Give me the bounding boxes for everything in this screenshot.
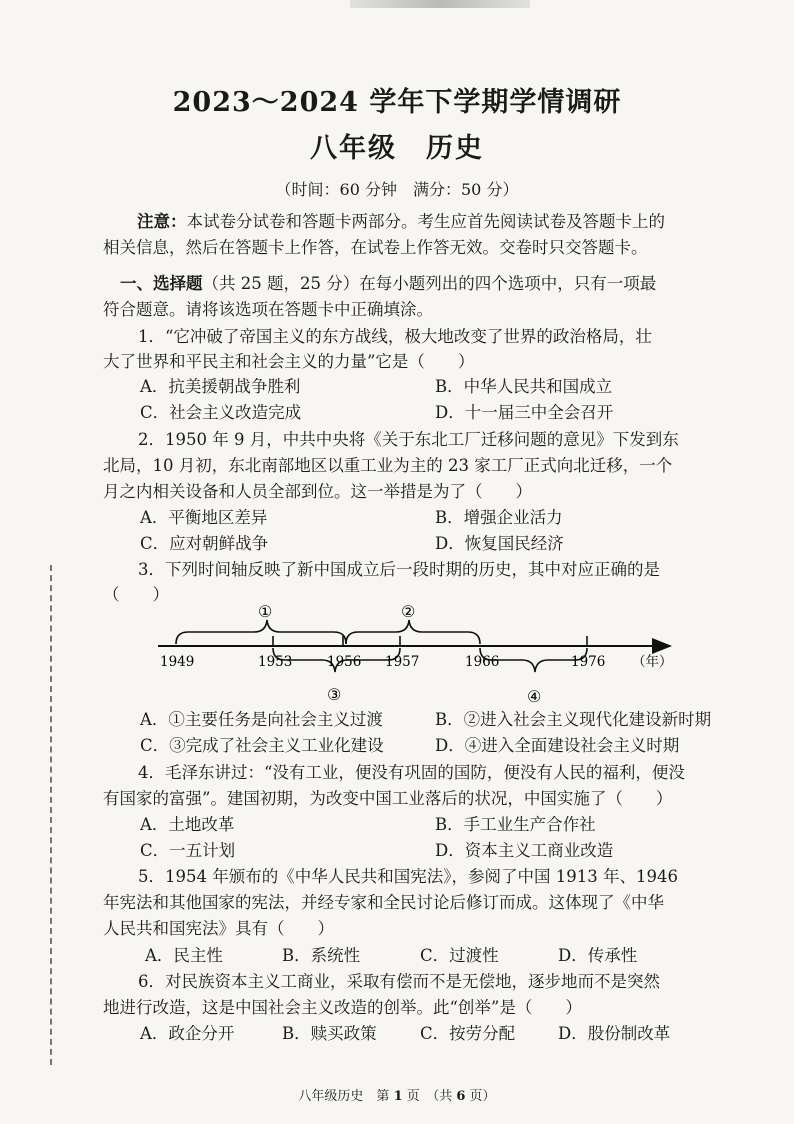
notice-label: 注意： <box>137 212 187 231</box>
q5-option-a: A．民主性 <box>145 946 223 965</box>
bracket-2 <box>346 620 480 644</box>
q5-option-d: D．传承性 <box>558 946 638 965</box>
q4-line-1: 4．毛泽东讲过：“没有工业，便没有巩固的国防，便没有人民的福利，便没 <box>138 763 685 782</box>
q2-line-2: 北局，10 月初，东北南部地区以重工业为主的 23 家工厂正式向北迁移，一个 <box>103 456 673 475</box>
q6-line-2: 地进行改造，这是中国社会主义改造的创举。此“创举”是（ ） <box>103 998 582 1017</box>
page-total: 6 <box>456 1089 466 1104</box>
marker-2: ② <box>401 602 416 621</box>
section1-line-1: 一、选择题（共 25 题，25 分）在每小题列出的四个选项中，只有一项最 <box>120 274 657 293</box>
q6-option-b: B．赎买政策 <box>282 1024 377 1043</box>
q4-option-b: B．手工业生产合作社 <box>435 815 596 834</box>
bracket-1 <box>176 620 346 644</box>
year-unit: （年） <box>632 654 673 670</box>
q1-line-1: 1．“它冲破了帝国主义的东方战线，极大地改变了世界的政治格局，壮 <box>138 327 652 346</box>
q6-option-c: C．按劳分配 <box>420 1024 516 1043</box>
q1-option-a: A．抗美援朝战争胜利 <box>140 377 301 396</box>
q2-line-3: 月之内相关设备和人员全部到位。这一举措是为了（ ） <box>103 482 532 501</box>
time-info: （时间：60 分钟 满分：50 分） <box>275 180 519 199</box>
q4-option-d: D．资本主义工商业改造 <box>435 841 614 860</box>
marker-1: ① <box>258 602 273 621</box>
q6-option-d: D．股份制改革 <box>558 1024 671 1043</box>
q2-option-b: B．增强企业活力 <box>435 508 563 527</box>
q5-option-b: B．系统性 <box>282 946 361 965</box>
year-1957: 1957 <box>385 654 420 670</box>
year-1966: 1966 <box>465 654 500 670</box>
q2-line-1: 2．1950 年 9 月，中共中央将《关于东北工厂迁移问题的意见》下发到东 <box>138 430 679 449</box>
q6-line-1: 6．对民族资本主义工商业，采取有偿而不是无偿地，逐步地而不是突然 <box>138 972 660 991</box>
notice-line-1: 注意：本试卷分试卷和答题卡两部分。考生应首先阅读试卷及答题卡上的 <box>137 212 665 231</box>
year-1976: 1976 <box>571 654 606 670</box>
q3-timeline <box>150 598 690 710</box>
exam-title: 2023～2024 学年下学期学情调研 <box>172 87 622 118</box>
q1-option-c: C．社会主义改造完成 <box>140 403 302 422</box>
page-number: 1 <box>393 1089 403 1104</box>
q4-line-2: 有国家的富强”。建国初期，为改变中国工业落后的状况，中国实施了（ ） <box>103 789 673 808</box>
q1-line-2: 大了世界和平民主和社会主义的力量”它是（ ） <box>103 352 475 371</box>
q5-line-2: 年宪法和其他国家的宪法，并经专家和全民讨论后修订而成。这体现了《中华 <box>103 893 664 912</box>
marker-3: ③ <box>327 685 342 704</box>
binding-dashed-line <box>50 565 52 1065</box>
year-1949: 1949 <box>160 654 195 670</box>
q3-line-1: 3．下列时间轴反映了新中国成立后一段时期的历史，其中对应正确的是 <box>138 560 660 579</box>
q1-option-d: D．十一届三中全会召开 <box>435 403 614 422</box>
q1-option-b: B．中华人民共和国成立 <box>435 377 613 396</box>
notice-line-2: 相关信息，然后在答题卡上作答，在试卷上作答无效。交卷时只交答题卡。 <box>103 238 648 257</box>
q2-option-a: A．平衡地区差异 <box>140 508 268 527</box>
q4-option-a: A．土地改革 <box>140 815 235 834</box>
year-1953: 1953 <box>258 654 293 670</box>
q3-option-a: A．①主要任务是向社会主义过渡 <box>140 710 383 729</box>
q3-option-c: C．③完成了社会主义工业化建设 <box>140 736 384 755</box>
exam-subtitle: 八年级 历史 <box>310 133 484 164</box>
section1-heading: 一、选择题 <box>120 274 203 293</box>
section1-line-2: 符合题意。请将该选项在答题卡中正确填涂。 <box>103 300 433 319</box>
page-footer: 八年级历史 第 1 页 （共 6 页） <box>298 1089 496 1104</box>
marker-4: ④ <box>527 687 542 706</box>
q3-option-d: D．④进入全面建设社会主义时期 <box>435 736 680 755</box>
q6-option-a: A．政企分开 <box>140 1024 235 1043</box>
q2-option-c: C．应对朝鲜战争 <box>140 534 269 553</box>
q3-option-b: B．②进入社会主义现代化建设新时期 <box>435 710 712 729</box>
q2-option-d: D．恢复国民经济 <box>435 534 564 553</box>
q3-line-2: （ ） <box>103 585 169 604</box>
q5-option-c: C．过渡性 <box>420 946 499 965</box>
q5-line-1: 5．1954 年颁布的《中华人民共和国宪法》，参阅了中国 1913 年、1946 <box>138 867 678 886</box>
q4-option-c: C．一五计划 <box>140 841 236 860</box>
year-1956: 1956 <box>327 654 362 670</box>
scan-artifact <box>350 0 530 8</box>
q5-line-3: 人民共和国宪法》具有（ ） <box>103 919 334 938</box>
